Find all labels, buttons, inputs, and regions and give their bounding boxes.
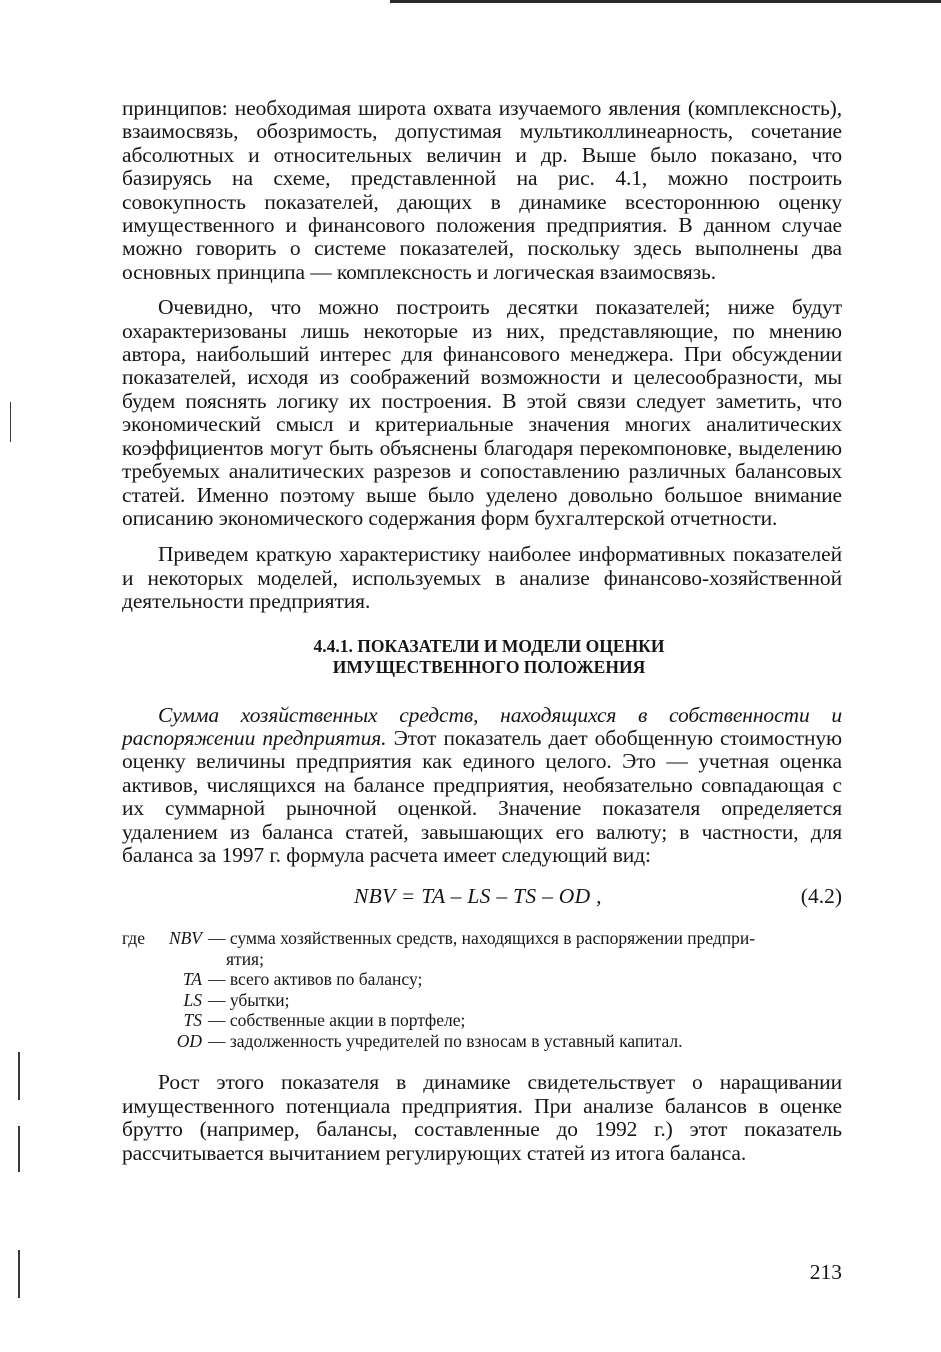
legend-description: — убытки; xyxy=(208,989,290,1010)
paragraph-indicators: Очевидно, что можно построить десятки показателей; ниже будут охарактеризованы лишь некоторые из них, представляющие, по мнению автора, наибольший интерес для финансового менеджера. При обсуждении показателей, исходя из соображений возможности и целесообразности, мы будем пояснять логику их построения. В этой связи следует заметить, что экономический смысл и критериальные значения многих аналитических коэффициентов могут быть объяснены благодаря перекомпоновке, выделению требуемых аналитических разрезов и сопоставлению различных балансовых статей. Именно поэтому выше было уделено довольно большое внимание описанию экономического содержания форм бухгалтерской отчетности. xyxy=(122,295,842,530)
paragraph-assets-definition xyxy=(122,704,842,868)
paragraph-overview: Приведем краткую характеристику наиболее информативных показателей и некоторых моделей, используемых в анализе финансово-хозяйственной деятельности предприятия. xyxy=(122,542,842,614)
legend-symbol: OD xyxy=(176,1030,202,1051)
scan-edge-line xyxy=(390,0,941,3)
legend-symbol: TA xyxy=(182,969,202,990)
legend-description: — задолженность учредителей по взносам в уставный капитал. xyxy=(208,1030,683,1051)
scan-margin-mark xyxy=(18,1250,20,1298)
legend-symbol: TS xyxy=(183,1010,202,1031)
section-heading-line1: 4.4.1. ПОКАЗАТЕЛИ И МОДЕЛИ ОЦЕНКИ xyxy=(313,635,665,656)
legend-description: ятия; xyxy=(226,948,264,969)
legend-item xyxy=(122,1031,842,1052)
legend-item xyxy=(122,990,842,1011)
formula-legend xyxy=(122,928,842,1051)
formula-block xyxy=(122,884,842,912)
formula: NBV = TA – LS – TS – OD , xyxy=(354,884,602,909)
paragraph-growth: Рост этого показателя в динамике свидетельствует о наращивании имущественного потенциала предприятия. При анализе балансов в оценке брутто (например, балансы, составленные до 1992 г.) этот показатель рассчитывается вычитанием регулирующих статей из итога баланса. xyxy=(122,1070,842,1165)
definition-text: Этот показатель дает обобщенную стоимостную оценку величины предприятия как единого целого. Это — учетная оценка активов, числящихся на балансе предприятия, необязательно совпадающая с их суммарной рыночной оценкой. Значение показателя определяется удалением из баланса статей, завышающих его валюту; в частности, для баланса за 1997 г. формула расчета имеет следующий вид: xyxy=(122,725,843,867)
legend-item xyxy=(122,928,842,949)
legend-description: — сумма хозяйственных средств, находящихся в распоряжении предпри- xyxy=(208,928,756,949)
legend-item xyxy=(122,969,842,990)
book-page xyxy=(122,96,843,1284)
page-number: 213 xyxy=(809,1260,842,1284)
legend-description: — собственные акции в портфеле; xyxy=(208,1010,466,1031)
formula-number: (4.2) xyxy=(800,884,842,909)
legend-item-continuation xyxy=(122,949,842,970)
defined-term: Сумма хозяйственных средств, находящихся в собственности и распоряжении предприятия. xyxy=(122,702,842,750)
legend-item xyxy=(122,1010,842,1031)
legend-symbol: NBV xyxy=(168,928,202,949)
section-heading-line2: ИМУЩЕСТВЕННОГО ПОЛОЖЕНИЯ xyxy=(332,656,646,677)
legend-description: — всего активов по балансу; xyxy=(208,969,423,990)
scan-margin-mark xyxy=(18,1126,20,1172)
scan-margin-mark xyxy=(18,1052,20,1100)
paragraph-intro: принципов: необходимая широта охвата изучаемого явления (комплексность), взаимосвязь, обозримость, допустимая мультиколлинеарность, сочетание абсолютных и относительных величин и др. Выше было показано, что базируясь на схеме, представленной на рис. 4.1, можно построить совокупность показателей, дающих в динамике всестороннюю оценку имущественного и финансового положения предприятия. В данном случае можно говорить о системе показателей, поскольку здесь выполнены два основных принципа — комплексность и логическая взаимосвязь. xyxy=(122,96,842,284)
legend-symbol: LS xyxy=(183,989,202,1010)
section-heading xyxy=(122,636,842,678)
legend-where: где xyxy=(122,928,145,949)
scan-margin-mark xyxy=(10,402,11,442)
